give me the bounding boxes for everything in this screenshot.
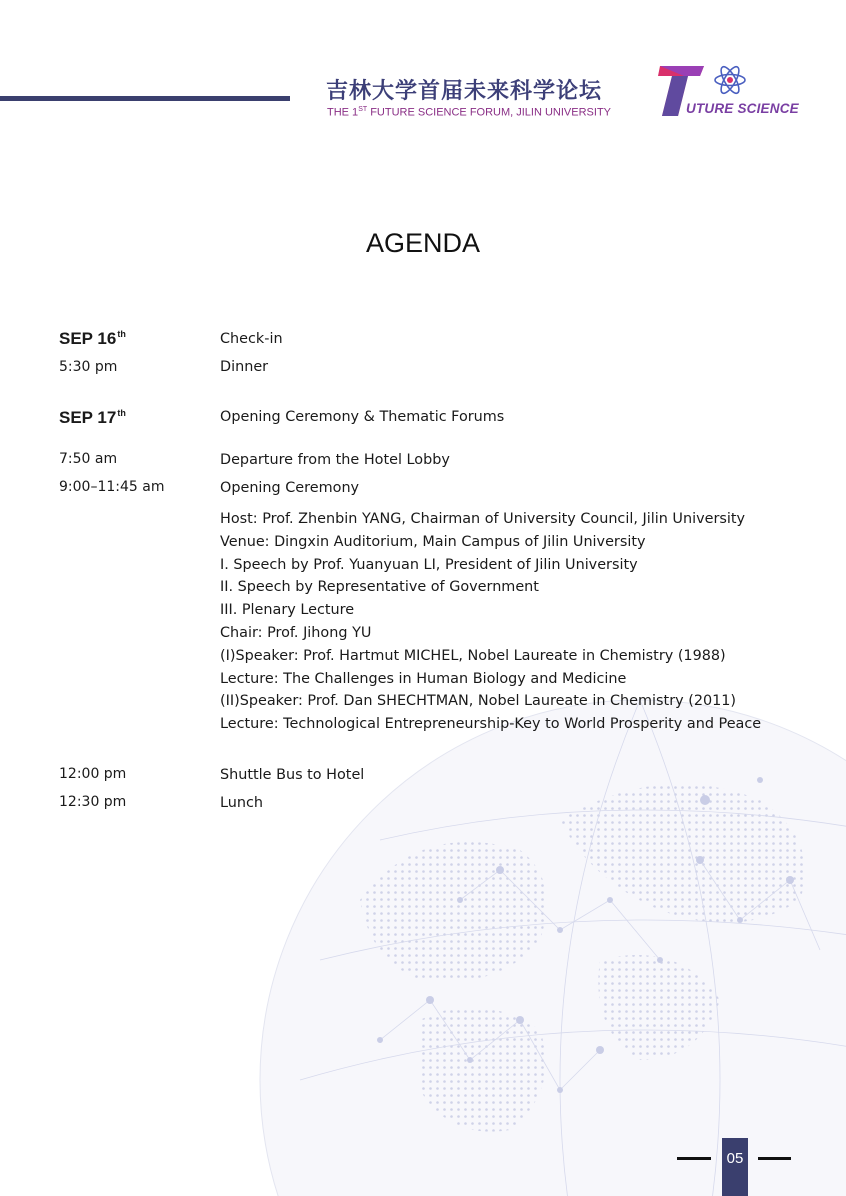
date-sep-17: SEP 17th <box>59 408 126 427</box>
opening-ceremony-details <box>220 508 761 736</box>
detail-line: II. Speech by Representative of Government <box>220 579 539 596</box>
forum-subtitle: THE 1ST FUTURE SCIENCE FORUM, JILIN UNIVERSITY <box>327 106 611 119</box>
sep16-heading: Check-in <box>220 331 283 347</box>
detail-line: Venue: Dingxin Auditorium, Main Campus of Jilin University <box>220 533 646 550</box>
detail-line: (II)Speaker: Prof. Dan SHECHTMAN, Nobel Laureate in Chemistry (2011) <box>220 693 737 710</box>
detail-line: Chair: Prof. Jihong YU <box>220 624 372 641</box>
detail-line: Lecture: The Challenges in Human Biology and Medicine <box>220 670 627 687</box>
time-label: 7:50 am <box>59 451 118 467</box>
forum-title-chinese: 吉林大学首届未来科学论坛 <box>326 79 603 104</box>
time-label: 12:30 pm <box>59 794 127 810</box>
event-label: Opening Ceremony <box>220 480 360 496</box>
detail-line: III. Plenary Lecture <box>220 602 355 619</box>
event-label: Lunch <box>220 795 264 811</box>
detail-line: Lecture: Technological Entrepreneurship-Key to World Prosperity and Peace <box>220 716 762 733</box>
page-title: AGENDA <box>365 228 481 258</box>
time-label: 9:00–11:45 am <box>59 479 165 495</box>
detail-line: Host: Prof. Zhenbin YANG, Chairman of University Council, Jilin University <box>220 511 746 527</box>
time-label: 5:30 pm <box>59 359 118 375</box>
page-number: 05 <box>722 1138 748 1196</box>
event-label: Dinner <box>220 359 269 375</box>
event-label: Departure from the Hotel Lobby <box>220 452 450 468</box>
date-sep-16: SEP 16th <box>59 329 126 348</box>
time-label: 12:00 pm <box>59 766 127 782</box>
header-rule <box>0 96 290 101</box>
event-label: Shuttle Bus to Hotel <box>220 767 365 783</box>
page-rule-left <box>677 1157 711 1160</box>
detail-line: (I)Speaker: Prof. Hartmut MICHEL, Nobel Laureate in Chemistry (1988) <box>220 647 726 664</box>
logo-text: UTURE SCIENCE <box>686 101 799 116</box>
sep17-heading: Opening Ceremony & Thematic Forums <box>220 409 505 425</box>
page-rule-right <box>758 1157 791 1160</box>
detail-line: I. Speech by Prof. Yuanyuan LI, President of Jilin University <box>220 556 638 573</box>
